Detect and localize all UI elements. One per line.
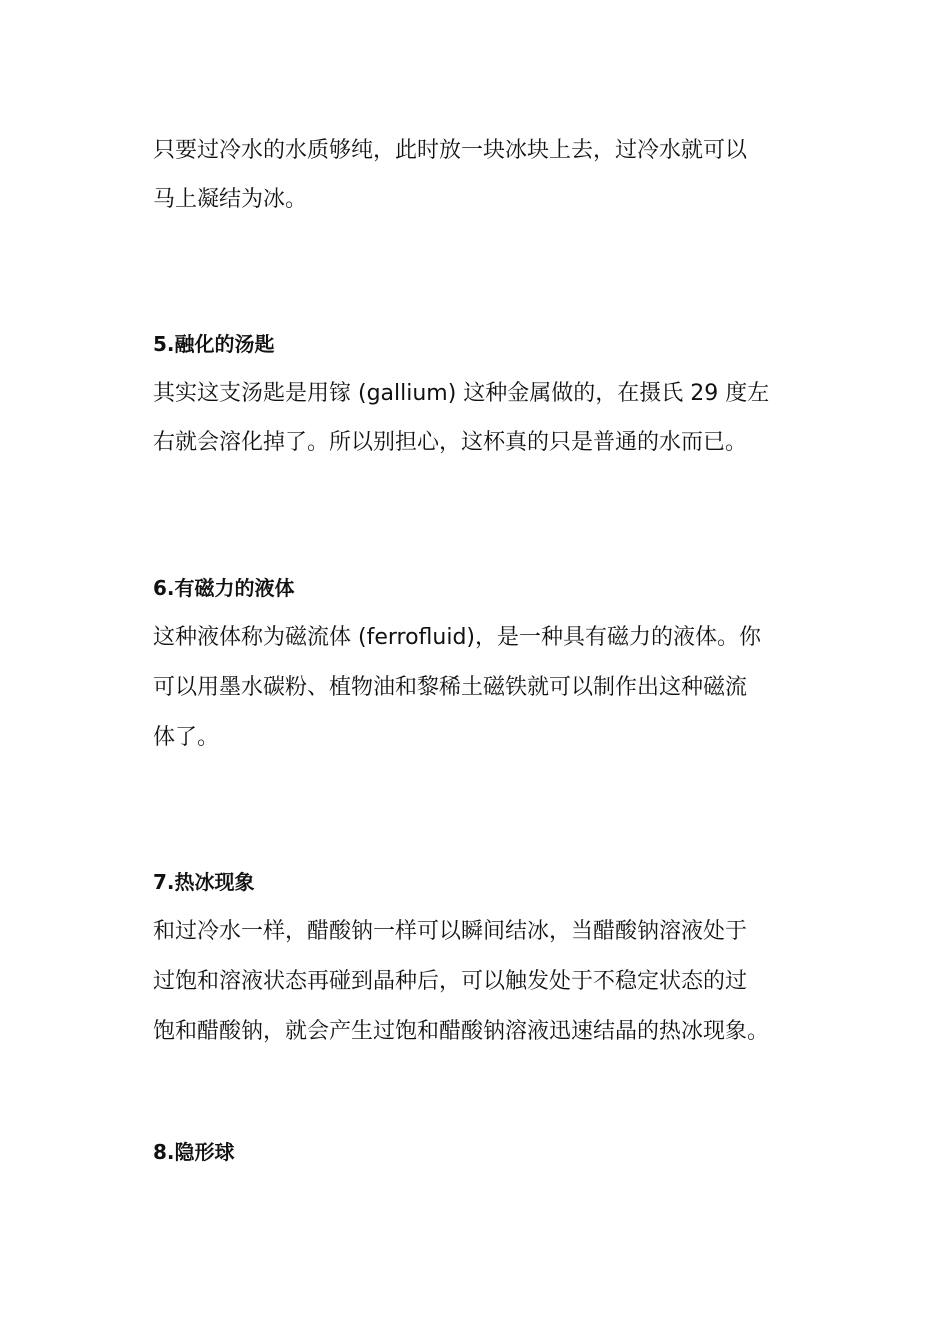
section-6-line-1: 这种液体称为磁流体 (ferrofluid)，是一种具有磁力的液体。你 bbox=[153, 625, 761, 650]
intro-line-1: 只要过冷水的水质够纯，此时放一块冰块上去，过冷水就可以 bbox=[153, 138, 748, 163]
section-6-line-3: 体了。 bbox=[153, 725, 220, 750]
section-heading-7: 7.热冰现象 bbox=[153, 870, 255, 894]
section-6-line-2: 可以用墨水碳粉、植物油和黎稀土磁铁就可以制作出这种磁流 bbox=[153, 675, 748, 700]
section-5-line-1: 其实这支汤匙是用镓 (gallium) 这种金属做的，在摄氏 29 度左 bbox=[153, 381, 770, 406]
section-7-line-2: 过饱和溶液状态再碰到晶种后，可以触发处于不稳定状态的过 bbox=[153, 969, 748, 994]
intro-line-2: 马上凝结为冰。 bbox=[153, 187, 308, 212]
section-heading-6: 6.有磁力的液体 bbox=[153, 576, 295, 600]
section-5-line-2: 右就会溶化掉了。所以别担心，这杯真的只是普通的水而已。 bbox=[153, 430, 748, 455]
section-7-line-1: 和过冷水一样，醋酸钠一样可以瞬间结冰，当醋酸钠溶液处于 bbox=[153, 919, 748, 944]
section-heading-8: 8.隐形球 bbox=[153, 1140, 235, 1164]
section-heading-5: 5.融化的汤匙 bbox=[153, 332, 275, 356]
section-7-line-3: 饱和醋酸钠，就会产生过饱和醋酸钠溶液迅速结晶的热冰现象。 bbox=[153, 1019, 770, 1044]
